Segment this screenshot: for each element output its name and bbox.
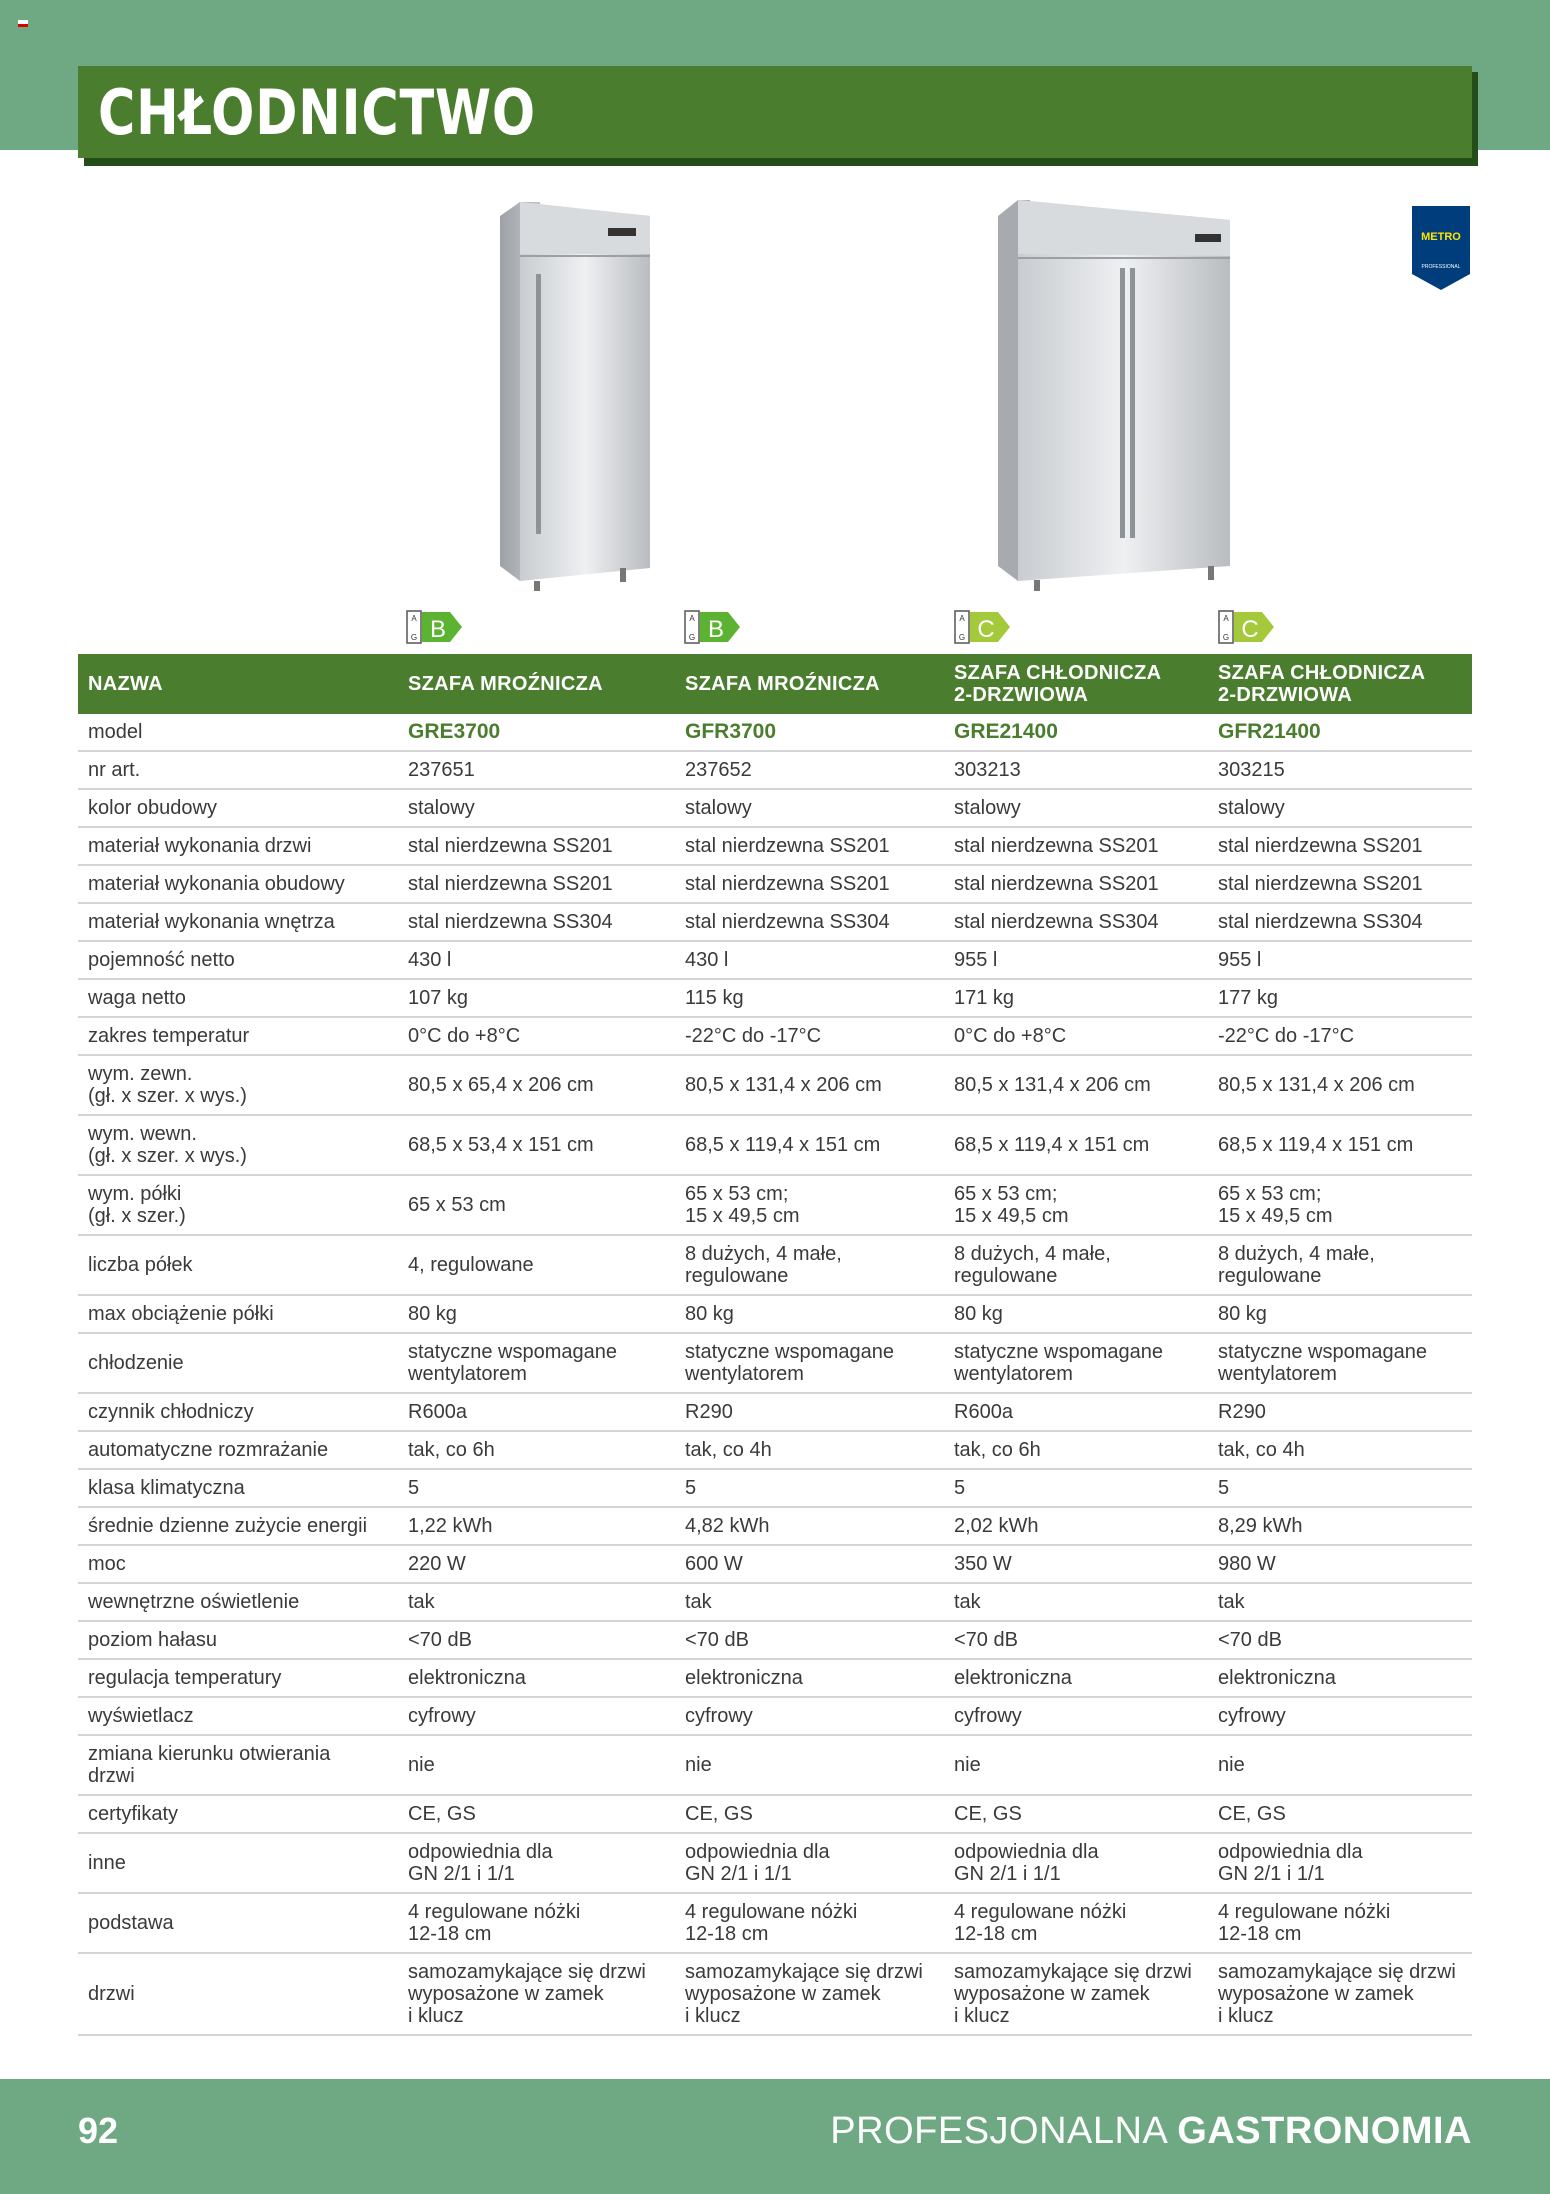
energy-class-label [954,610,1014,644]
row-value: 177 kg [1218,987,1279,1009]
energy-class-label [684,610,744,644]
row-value: samozamykające się drzwi wyposażone w zamek i klucz [1218,1961,1456,2027]
table-row [78,828,1472,866]
row-value: 600 W [685,1553,743,1575]
row-value: elektroniczna [1218,1667,1336,1689]
row-value: 80 kg [1218,1303,1267,1325]
row-value: 8 dużych, 4 małe, regulowane [954,1243,1111,1287]
table-row [78,1056,1472,1116]
svg-text:G: G [410,633,418,642]
row-value: <70 dB [954,1629,1018,1651]
table-row [78,790,1472,828]
row-value: 8 dużych, 4 małe, regulowane [1218,1243,1375,1287]
row-value: 350 W [954,1553,1012,1575]
row-value: odpowiednia dla GN 2/1 i 1/1 [954,1841,1099,1885]
svg-text:PROFESSIONAL: PROFESSIONAL [1421,264,1461,270]
row-label: wym. wewn. (gł. x szer. x wys.) [88,1123,247,1167]
row-label: średnie dzienne zużycie energii [88,1515,368,1537]
svg-text:G: G [1222,633,1230,642]
row-value: stal nierdzewna SS201 [685,835,890,857]
row-value: statyczne wspomagane wentylatorem [408,1341,618,1385]
row-value: stal nierdzewna SS304 [408,911,613,933]
row-value: 303213 [954,759,1021,781]
row-value: R600a [408,1401,467,1423]
row-value: 430 l [685,949,729,971]
row-label: certyfikaty [88,1803,179,1825]
row-value: 0°C do +8°C [954,1025,1067,1047]
row-value: 68,5 x 119,4 x 151 cm [1218,1134,1414,1156]
row-value: 237651 [408,759,475,781]
energy-class-letter: B [707,616,725,643]
row-label: podstawa [88,1912,174,1934]
row-value: R290 [1218,1401,1266,1423]
row-value: samozamykające się drzwi wyposażone w zamek i klucz [685,1961,923,2027]
row-label: max obciążenie półki [88,1303,274,1325]
row-value: GRE21400 [954,720,1058,743]
row-label: wyświetlacz [88,1705,194,1727]
row-value: GFR3700 [685,720,777,743]
row-value: 4 regulowane nóżki 12-18 cm [408,1901,581,1945]
row-value: nie [685,1754,712,1776]
page-title: CHŁODNICTWO [98,76,536,149]
table-row [78,1508,1472,1546]
header-cell: NAZWA [88,673,163,695]
row-label: wym. zewn. (gł. x szer. x wys.) [88,1063,247,1107]
header-cell: SZAFA CHŁODNICZA 2-DRZWIOWA [1218,662,1426,706]
row-value: stalowy [1218,797,1285,819]
row-value: <70 dB [1218,1629,1282,1651]
row-value: 115 kg [685,987,744,1009]
row-value: 955 l [954,949,998,971]
row-value: 4, regulowane [408,1254,534,1276]
row-value: 4 regulowane nóżki 12-18 cm [685,1901,858,1945]
row-value: 65 x 53 cm; 15 x 49,5 cm [954,1183,1069,1227]
row-value: 955 l [1218,949,1262,971]
row-value: 1,22 kWh [408,1515,493,1537]
row-value: cyfrowy [954,1705,1022,1727]
table-row [78,1698,1472,1736]
table-row [78,866,1472,904]
svg-text:A: A [1223,614,1229,623]
svg-text:A: A [411,614,417,623]
table-row [78,1622,1472,1660]
row-value: 8 dużych, 4 małe, regulowane [685,1243,842,1287]
row-label: liczba półek [88,1254,193,1276]
flag-icon [18,20,28,27]
table-row [78,1394,1472,1432]
row-value: 68,5 x 53,4 x 151 cm [408,1134,594,1156]
table-row [78,1894,1472,1954]
row-value: 80,5 x 131,4 x 206 cm [685,1074,882,1096]
table-row [78,1584,1472,1622]
header-cell: SZAFA CHŁODNICZA 2-DRZWIOWA [954,662,1162,706]
row-value: CE, GS [685,1803,753,1825]
table-row [78,1546,1472,1584]
row-value: 107 kg [408,987,469,1009]
row-value: nie [1218,1754,1245,1776]
row-value: stal nierdzewna SS201 [408,835,613,857]
row-value: stal nierdzewna SS201 [954,873,1159,895]
row-value: stal nierdzewna SS304 [954,911,1159,933]
row-value: odpowiednia dla GN 2/1 i 1/1 [408,1841,553,1885]
two-door-cabinet-image [990,196,1240,591]
metro-professional-logo [1412,206,1470,290]
row-value: cyfrowy [685,1705,753,1727]
row-label: nr art. [88,759,141,781]
row-value: 80 kg [408,1303,457,1325]
row-value: samozamykające się drzwi wyposażone w zamek i klucz [954,1961,1192,2027]
energy-class-label [1218,610,1278,644]
row-label: poziom hałasu [88,1629,217,1651]
row-label: drzwi [88,1983,135,2005]
row-value: stal nierdzewna SS304 [1218,911,1423,933]
row-value: statyczne wspomagane wentylatorem [1218,1341,1428,1385]
table-row [78,1116,1472,1176]
row-value: tak, co 4h [1218,1439,1305,1461]
table-row [78,1954,1472,2036]
table-row [78,942,1472,980]
table-row [78,1432,1472,1470]
row-value: 5 [685,1477,697,1499]
row-value: tak [408,1591,435,1613]
row-label: moc [88,1553,126,1575]
row-value: odpowiednia dla GN 2/1 i 1/1 [685,1841,830,1885]
row-label: wewnętrzne oświetlenie [88,1591,300,1613]
row-value: tak [685,1591,712,1613]
row-label: pojemność netto [88,949,235,971]
svg-text:METRO: METRO [1421,231,1461,243]
row-value: CE, GS [408,1803,476,1825]
row-value: -22°C do -17°C [1218,1025,1355,1047]
row-label: klasa klimatyczna [88,1477,245,1499]
row-value: cyfrowy [1218,1705,1286,1727]
row-value: GFR21400 [1218,720,1321,743]
table-row [78,752,1472,790]
table-row [78,904,1472,942]
row-value: 220 W [408,1553,466,1575]
table-row [78,1334,1472,1394]
row-value: tak [1218,1591,1245,1613]
row-value: stal nierdzewna SS201 [1218,835,1423,857]
energy-class-label [406,610,466,644]
row-value: <70 dB [685,1629,749,1651]
row-value: elektroniczna [408,1667,526,1689]
row-value: 171 kg [954,987,1015,1009]
title-banner [78,66,1472,158]
row-label: wym. półki (gł. x szer.) [88,1183,186,1227]
table-row [78,1660,1472,1698]
row-value: statyczne wspomagane wentylatorem [954,1341,1164,1385]
row-label: zmiana kierunku otwierania drzwi [88,1743,331,1787]
table-row [78,714,1472,752]
row-label: czynnik chłodniczy [88,1401,254,1423]
row-value: nie [408,1754,435,1776]
row-label: regulacja temperatury [88,1667,282,1689]
row-value: 8,29 kWh [1218,1515,1303,1537]
row-value: 65 x 53 cm [408,1194,506,1216]
row-value: GRE3700 [408,720,501,743]
row-value: 5 [954,1477,966,1499]
row-value: stal nierdzewna SS304 [685,911,890,933]
row-label: materiał wykonania drzwi [88,835,312,857]
row-value: R290 [685,1401,733,1423]
row-value: tak [954,1591,981,1613]
table-row [78,1834,1472,1894]
row-value: 65 x 53 cm; 15 x 49,5 cm [1218,1183,1333,1227]
table-row [78,1736,1472,1796]
row-value: odpowiednia dla GN 2/1 i 1/1 [1218,1841,1363,1885]
row-label: waga netto [88,987,186,1009]
row-value: stal nierdzewna SS201 [1218,873,1423,895]
table-row [78,1470,1472,1508]
row-value: stalowy [685,797,752,819]
table-row [78,1236,1472,1296]
table-row [78,1018,1472,1056]
single-door-cabinet-image [490,196,660,591]
row-label: automatyczne rozmrażanie [88,1439,329,1461]
table-row [78,1296,1472,1334]
row-value: stal nierdzewna SS201 [954,835,1159,857]
row-value: stal nierdzewna SS201 [408,873,613,895]
footer-title-bold: GASTRONOMIA [1177,2110,1472,2152]
row-label: model [88,721,143,743]
row-value: 2,02 kWh [954,1515,1039,1537]
energy-class-letter: C [1241,616,1259,643]
row-value: 237652 [685,759,752,781]
footer-title-regular: PROFESJONALNA [830,2110,1178,2152]
table-header [78,654,1472,714]
row-value: R600a [954,1401,1013,1423]
footer-title [830,2110,1472,2153]
svg-text:G: G [688,633,696,642]
row-value: stalowy [954,797,1021,819]
row-value: elektroniczna [954,1667,1072,1689]
row-value: 80,5 x 65,4 x 206 cm [408,1074,594,1096]
row-label: materiał wykonania obudowy [88,873,345,895]
row-value: samozamykające się drzwi wyposażone w zamek i klucz [408,1961,646,2027]
row-value: 4,82 kWh [685,1515,770,1537]
row-value: -22°C do -17°C [685,1025,822,1047]
svg-text:A: A [959,614,965,623]
row-value: tak, co 6h [408,1439,495,1461]
row-value: 5 [1218,1477,1230,1499]
table-row [78,1176,1472,1236]
row-value: <70 dB [408,1629,472,1651]
row-value: CE, GS [954,1803,1022,1825]
row-value: stalowy [408,797,475,819]
row-value: 80,5 x 131,4 x 206 cm [1218,1074,1415,1096]
row-value: tak, co 4h [685,1439,772,1461]
table-row [78,1796,1472,1834]
row-value: 80 kg [685,1303,734,1325]
row-value: 80,5 x 131,4 x 206 cm [954,1074,1151,1096]
row-label: inne [88,1852,126,1874]
row-value: 5 [408,1477,420,1499]
row-value: statyczne wspomagane wentylatorem [685,1341,895,1385]
header-cell: SZAFA MROŹNICZA [408,673,603,695]
row-value: 0°C do +8°C [408,1025,521,1047]
row-value: 4 regulowane nóżki 12-18 cm [1218,1901,1391,1945]
row-label: zakres temperatur [88,1025,250,1047]
row-value: 68,5 x 119,4 x 151 cm [685,1134,881,1156]
row-value: 4 regulowane nóżki 12-18 cm [954,1901,1127,1945]
row-value: 80 kg [954,1303,1003,1325]
energy-class-letter: C [977,616,995,643]
row-value: CE, GS [1218,1803,1286,1825]
table-row [78,980,1472,1018]
row-value: cyfrowy [408,1705,476,1727]
svg-text:A: A [689,614,695,623]
svg-text:G: G [958,633,966,642]
row-value: 303215 [1218,759,1285,781]
spec-table [78,654,1472,2036]
row-value: nie [954,1754,981,1776]
page-number: 92 [78,2110,119,2151]
header-cell: SZAFA MROŹNICZA [685,673,880,695]
row-value: 430 l [408,949,452,971]
row-label: materiał wykonania wnętrza [88,911,335,933]
row-value: elektroniczna [685,1667,803,1689]
row-value: 68,5 x 119,4 x 151 cm [954,1134,1150,1156]
row-value: 980 W [1218,1553,1276,1575]
row-label: kolor obudowy [88,797,217,819]
row-value: tak, co 6h [954,1439,1041,1461]
row-label: chłodzenie [88,1352,184,1374]
energy-class-letter: B [429,616,447,643]
row-value: stal nierdzewna SS201 [685,873,890,895]
row-value: 65 x 53 cm; 15 x 49,5 cm [685,1183,800,1227]
